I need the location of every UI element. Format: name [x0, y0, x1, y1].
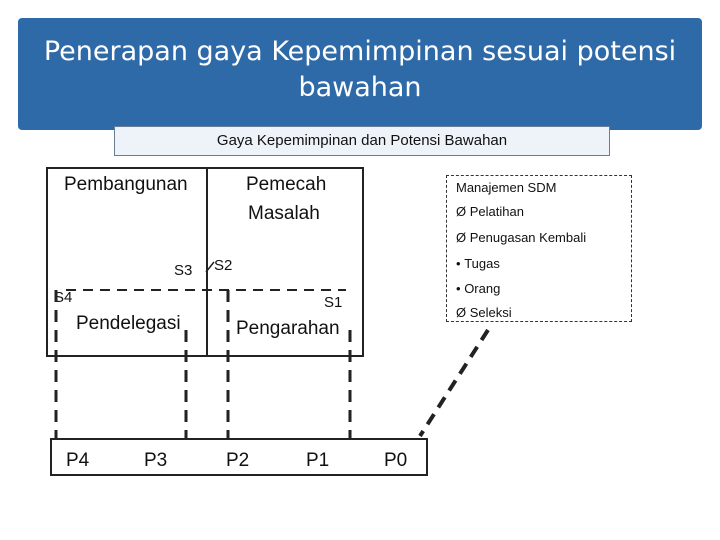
quadrant-pembangunan: Pembangunan	[64, 174, 188, 195]
level-p1: P1	[306, 450, 330, 471]
label-s2: S2	[214, 257, 233, 274]
level-p3: P3	[144, 450, 168, 471]
sdm-title: Manajemen SDM	[456, 180, 557, 195]
sdm-item-label: Pelatihan	[469, 204, 524, 219]
arrow-bullet-icon: Ø	[456, 305, 467, 320]
bullet-icon: •	[456, 281, 461, 296]
quadrant-pemecah-line1: Pemecah	[246, 174, 327, 195]
quadrant-pemecah-line2: Masalah	[248, 203, 320, 224]
level-p4: P4	[66, 450, 90, 471]
level-p2: P2	[226, 450, 250, 471]
sdm-item-label: Tugas	[464, 256, 500, 271]
level-p0: P0	[384, 450, 408, 471]
arrow-bullet-icon: Ø	[456, 204, 467, 219]
p0-connector	[420, 330, 488, 436]
sdm-item-label: Penugasan Kembali	[469, 230, 587, 245]
quadrant-pengarahan: Pengarahan	[236, 318, 340, 339]
label-s1: S1	[324, 294, 343, 311]
slide-title: Penerapan gaya Kepemimpinan sesuai potensi bawahan	[43, 36, 677, 103]
quadrant-pendelegasi: Pendelegasi	[76, 313, 181, 334]
label-s3: S3	[174, 262, 193, 279]
sdm-item-label: Seleksi	[469, 305, 512, 320]
s3-s2-tick	[206, 262, 214, 272]
label-s4: S4	[54, 289, 73, 306]
arrow-bullet-icon: Ø	[456, 230, 467, 245]
bullet-icon: •	[456, 256, 461, 271]
sdm-item-label: Orang	[464, 281, 501, 296]
diagram-subtitle: Gaya Kepemimpinan dan Potensi Bawahan	[114, 126, 610, 156]
